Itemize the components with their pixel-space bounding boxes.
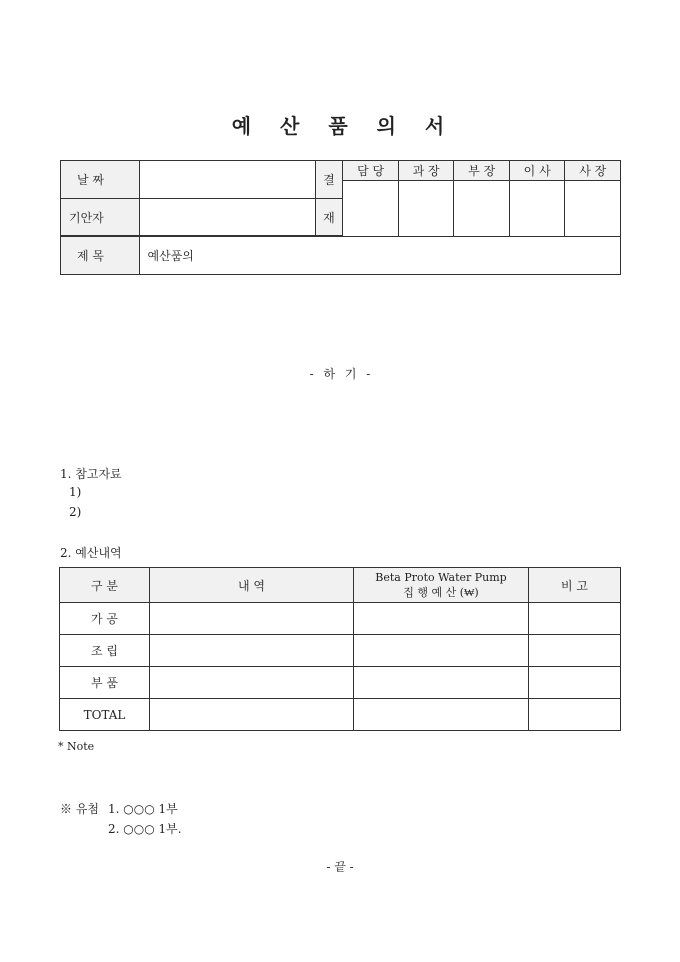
sign-box-1[interactable] [343, 181, 399, 237]
row-budget[interactable] [354, 603, 529, 635]
subject-value[interactable]: 예산품의 [139, 237, 620, 275]
row-category: 부 품 [60, 667, 150, 699]
attachment-item-2: 2. ○○○ 1부. [108, 822, 182, 836]
drafter-label: 기안자 [61, 199, 140, 236]
approval-label-top: 결 [315, 161, 343, 199]
row-detail[interactable] [150, 667, 354, 699]
sign-box-3[interactable] [454, 181, 510, 237]
header-table [60, 160, 621, 275]
row-budget[interactable] [354, 667, 529, 699]
row-budget[interactable] [354, 699, 529, 731]
budget-table [59, 567, 621, 731]
row-category: 조 립 [60, 635, 150, 667]
sign-box-2[interactable] [398, 181, 454, 237]
note-text: * Note [58, 740, 95, 753]
sign-box-5[interactable] [565, 181, 621, 237]
approver-5: 사 장 [565, 161, 621, 181]
col-detail: 내 역 [150, 568, 354, 603]
sign-box-4[interactable] [509, 181, 565, 237]
col-category: 구 분 [60, 568, 150, 603]
row-detail[interactable] [150, 699, 354, 731]
row-remark[interactable] [529, 635, 621, 667]
row-category: 가 공 [60, 603, 150, 635]
row-detail[interactable] [150, 635, 354, 667]
document-title: 예 산 품 의 서 [231, 114, 449, 138]
col-budget-line1: Beta Proto Water Pump [375, 571, 507, 584]
approver-3: 부 장 [454, 161, 510, 181]
approver-2: 과 장 [398, 161, 454, 181]
reference-item-2: 2) [69, 505, 82, 519]
col-remark: 비 고 [529, 568, 621, 603]
col-budget-line2: 집 행 예 산 (₩) [403, 586, 479, 599]
col-budget [354, 568, 529, 603]
section2-heading: 2. 예산내역 [60, 546, 122, 560]
end-mark: - 끝 - [326, 860, 354, 874]
row-category: TOTAL [60, 699, 150, 731]
drafter-field[interactable] [139, 199, 315, 236]
row-detail[interactable] [150, 603, 354, 635]
row-remark[interactable] [529, 603, 621, 635]
approval-label-bottom: 재 [315, 199, 343, 236]
subject-label: 제 목 [61, 237, 140, 275]
date-label: 날 짜 [61, 161, 140, 199]
notice-heading: - 하 기 - [309, 367, 371, 381]
reference-item-1: 1) [69, 485, 82, 499]
row-remark[interactable] [529, 667, 621, 699]
section1-heading: 1. 참고자료 [60, 467, 122, 481]
row-remark[interactable] [529, 699, 621, 731]
row-budget[interactable] [354, 635, 529, 667]
attachment-item-1: 1. ○○○ 1부 [108, 802, 178, 816]
date-field[interactable] [139, 161, 315, 199]
attachment-mark: ※ 유첨 [60, 802, 99, 816]
approver-4: 이 사 [509, 161, 565, 181]
approver-1: 담 당 [343, 161, 399, 181]
